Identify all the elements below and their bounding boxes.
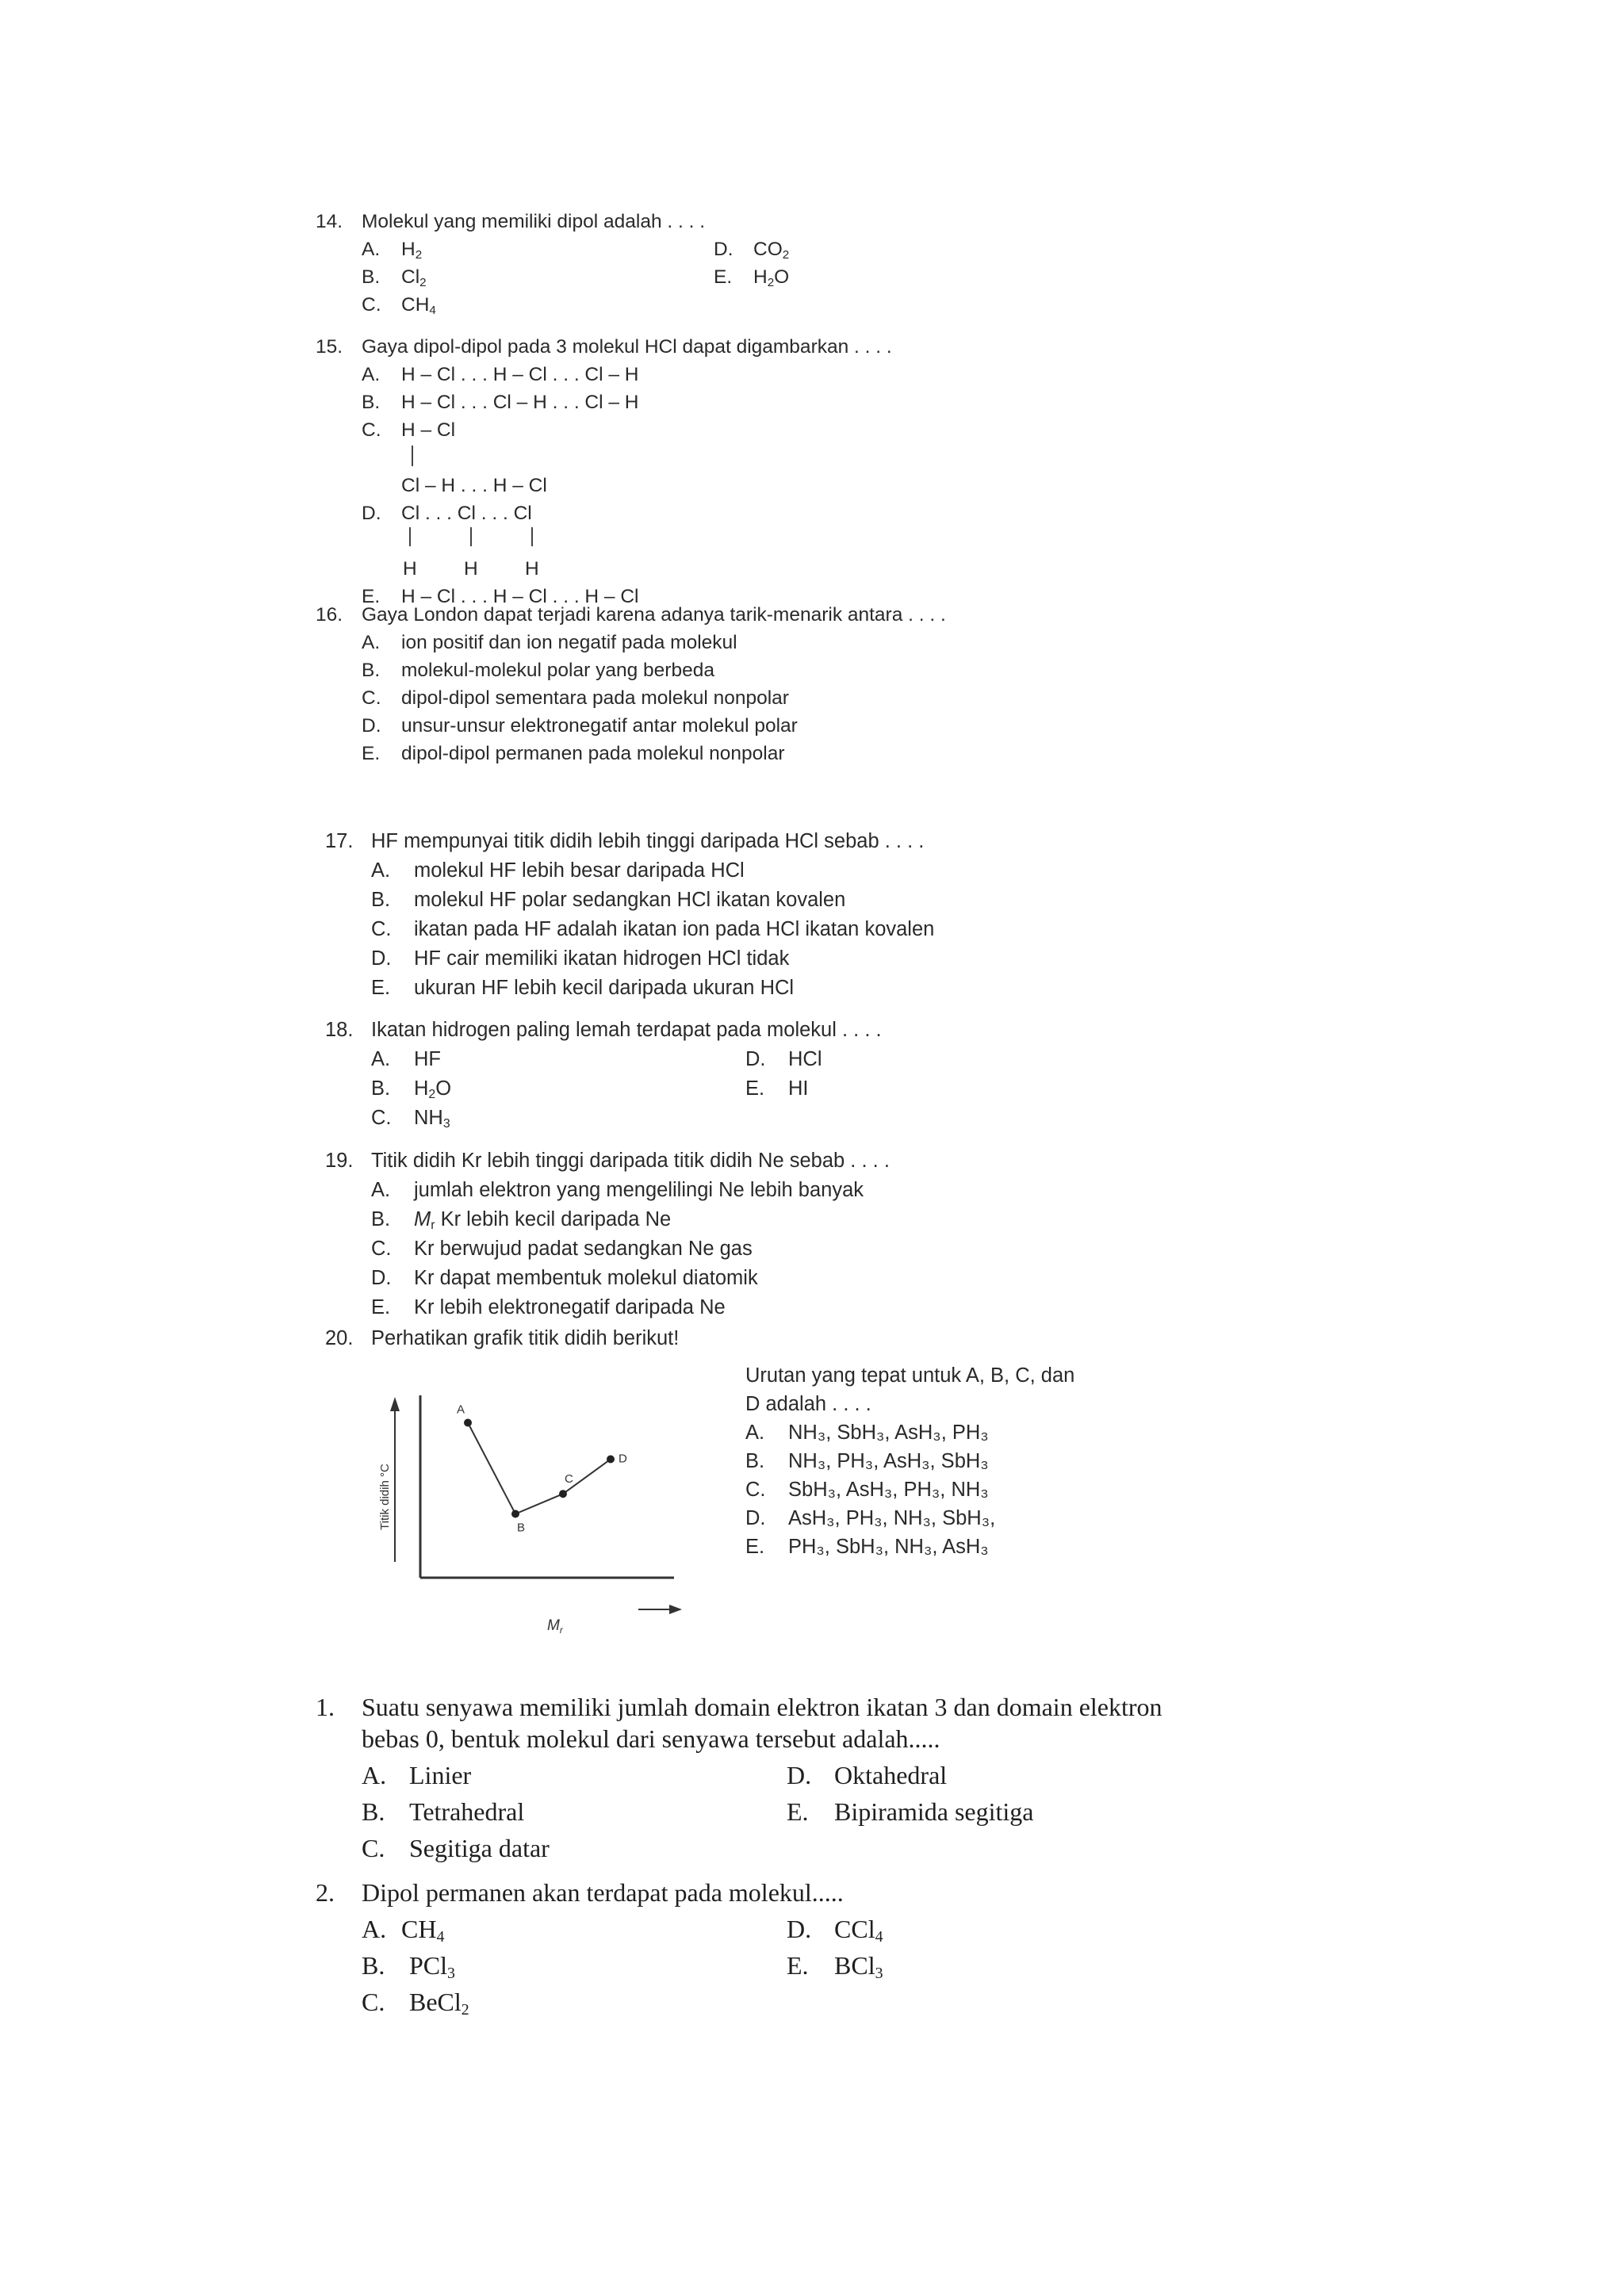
option-letter: E. (787, 1797, 809, 1826)
option-row (316, 472, 1537, 499)
question-18 (325, 1016, 1546, 1133)
option-letter: D. (714, 239, 733, 260)
option-row (316, 361, 1537, 388)
option-letter: A. (362, 364, 381, 385)
option-row (316, 1947, 1553, 1984)
option-row (316, 1757, 1553, 1793)
point-label-d: D (619, 1452, 627, 1466)
series-line (468, 1423, 611, 1514)
option-text: PCl$_3$ (409, 1951, 455, 1982)
question-p1 (316, 1689, 1553, 1866)
option-letter: B. (362, 266, 381, 288)
option-text: unsur-unsur elektronegatif antar molekul polar (401, 715, 798, 737)
question-19 (325, 1146, 1546, 1322)
option-text: HF cair memiliki ikatan hidrogen HCl tidak (414, 947, 790, 970)
option-text: CCl$_4$ (834, 1915, 883, 1946)
option-text: dipol-dipol permanen pada molekul nonpolar (401, 743, 785, 764)
point-label-c: C (565, 1472, 573, 1487)
option-text: H – Cl . . . H – Cl . . . H – Cl (401, 586, 639, 607)
option-row (316, 388, 1537, 416)
option-row (325, 944, 1546, 974)
option-letter: C. (362, 1988, 385, 2016)
option-row (325, 1234, 1546, 1264)
question-stem: HF mempunyai titik didih lebih tinggi daripada HCl sebab . . . . (371, 830, 925, 852)
option-text: Cl – H . . . H – Cl (401, 475, 547, 496)
option-row (316, 555, 1537, 583)
option-letter: A. (371, 1048, 391, 1070)
question-stem: Gaya London dapat terjadi karena adanya tarik-menarik antara . . . . (362, 604, 946, 626)
option-row (316, 740, 1537, 767)
question-number: 2. (316, 1878, 335, 1907)
option-row (745, 1418, 1316, 1447)
option-text: jumlah elektron yang mengelilingi Ne lebih banyak (414, 1179, 864, 1201)
data-point-c (559, 1490, 567, 1498)
option-letter: C. (745, 1479, 766, 1501)
option-row (325, 1176, 1546, 1205)
option-text: molekul-molekul polar yang berbeda (401, 660, 714, 681)
option-row (745, 1447, 1316, 1475)
option-row (316, 263, 1537, 291)
option-row (316, 235, 1537, 263)
option-letter: D. (787, 1761, 812, 1789)
option-text: Kr berwujud padat sedangkan Ne gas (414, 1238, 753, 1260)
option-letter: E. (371, 1296, 391, 1318)
option-text: molekul HF lebih besar daripada HCl (414, 859, 745, 882)
option-text: Segitiga datar (409, 1834, 550, 1862)
x-arrow-head (669, 1605, 682, 1614)
option-text: Bipiramida segitiga (834, 1797, 1034, 1826)
option-letter: A. (362, 239, 381, 260)
bond-line (531, 527, 533, 546)
question-stem: Molekul yang memiliki dipol adalah . . . . (362, 211, 706, 232)
option-letter: E. (371, 977, 391, 999)
option-letter: A. (371, 1179, 391, 1201)
option-row (325, 1205, 1546, 1234)
option-letter: B. (371, 1208, 391, 1230)
point-label-b: B (517, 1521, 526, 1535)
question-stem: Perhatikan grafik titik didih berikut! (371, 1327, 680, 1349)
option-text: NH₃, PH₃, AsH₃, SbH₃ (788, 1450, 989, 1472)
question-stem: Suatu senyawa memiliki jumlah domain elektron ikatan 3 dan domain elektron (362, 1693, 1162, 1721)
option-letter: B. (362, 1951, 385, 1980)
option-letter: B. (371, 1077, 391, 1100)
option-row (325, 1293, 1546, 1322)
bond-line (409, 527, 411, 546)
question-stem: Gaya dipol-dipol pada 3 molekul HCl dapat digambarkan . . . . (362, 336, 892, 358)
option-text: Linier (409, 1761, 472, 1789)
option-letter: C. (362, 294, 381, 316)
option-letter: A. (362, 632, 381, 653)
y-axis-label: Titik didih °C (378, 1464, 392, 1530)
option-letter: C. (371, 918, 392, 940)
bond-line (470, 527, 472, 546)
option-text: NH₃, SbH₃, AsH₃, PH₃ (788, 1422, 989, 1444)
option-letter: A. (745, 1422, 765, 1444)
question-stem: Ikatan hidrogen paling lemah terdapat pada molekul . . . . (371, 1019, 882, 1041)
option-letter: D. (745, 1507, 766, 1529)
question-stem: Dipol permanen akan terdapat pada molekul..... (362, 1878, 844, 1907)
option-letter: A. (362, 1761, 387, 1789)
option-letter: A. (362, 1915, 387, 1943)
option-row (325, 886, 1546, 915)
option-row (325, 1045, 1546, 1074)
option-letter: D. (787, 1915, 812, 1943)
option-text: $H_2$ (401, 239, 423, 262)
option-text: $CH_4$ (401, 294, 436, 317)
y-arrow-head (390, 1397, 400, 1411)
option-letter: C. (362, 1834, 385, 1862)
option-letter: B. (362, 660, 381, 681)
data-point-a (464, 1419, 472, 1427)
data-point-d (607, 1456, 615, 1464)
option-letter: D. (745, 1048, 766, 1070)
question-number: 19. (325, 1150, 354, 1172)
question-stem: Titik didih Kr lebih tinggi daripada titik didih Ne sebab . . . . (371, 1150, 890, 1172)
option-text: dipol-dipol sementara pada molekul nonpolar (401, 687, 789, 709)
option-text: Tetrahedral (409, 1797, 525, 1826)
question-16 (316, 601, 1537, 767)
option-text: Cl . . . Cl . . . Cl (401, 503, 532, 524)
atom-label: H (525, 558, 539, 580)
option-letter: E. (362, 743, 381, 764)
option-letter: D. (362, 715, 381, 737)
question-number: 14. (316, 211, 343, 232)
option-text: $CO_2$ (753, 239, 790, 262)
question-prompt: Urutan yang tepat untuk A, B, C, dan (745, 1364, 1075, 1387)
option-row (325, 974, 1546, 1003)
option-row (325, 1074, 1546, 1104)
option-letter: D. (362, 503, 381, 524)
option-row (316, 1984, 1553, 2020)
option-text: ukuran HF lebih kecil daripada ukuran HCl (414, 977, 795, 999)
option-text: HCl (788, 1048, 822, 1070)
option-letter: E. (714, 266, 733, 288)
option-text: $Cl_2$ (401, 266, 427, 289)
option-text: ion positif dan ion negatif pada molekul (401, 632, 737, 653)
option-text: SbH₃, AsH₃, PH₃, NH₃ (788, 1479, 989, 1501)
option-row (316, 291, 1537, 319)
option-text: PH₃, SbH₃, NH₃, AsH₃ (788, 1536, 989, 1558)
option-row (325, 1264, 1546, 1293)
option-letter: B. (745, 1450, 765, 1472)
option-row (316, 656, 1537, 684)
question-number: 18. (325, 1019, 354, 1041)
option-letter: C. (371, 1107, 392, 1129)
question-number: 1. (316, 1693, 335, 1721)
option-row (316, 1830, 1553, 1866)
option-letter: B. (362, 392, 381, 413)
option-row (745, 1504, 1316, 1533)
question-17 (325, 827, 1546, 1003)
option-text: Kr lebih elektronegatif daripada Ne (414, 1296, 726, 1318)
x-axis-label: $M_r$ (547, 1617, 563, 1636)
option-text: $CH_4$ (401, 1915, 445, 1946)
option-row (316, 629, 1537, 656)
question-number: 20. (325, 1327, 354, 1349)
option-letter: B. (371, 889, 391, 911)
option-row (316, 499, 1537, 527)
option-row (316, 416, 1537, 444)
option-text: $H_2O$ (414, 1077, 452, 1101)
option-letter: E. (745, 1536, 765, 1558)
question-prompt: D adalah . . . . (745, 1393, 871, 1415)
option-letter: E. (787, 1951, 809, 1980)
question-number: 16. (316, 604, 343, 626)
option-text: H – Cl . . . Cl – H . . . Cl – H (401, 392, 639, 413)
option-text: $M_r$ Kr lebih kecil daripada Ne (414, 1208, 672, 1232)
boiling-point-chart (365, 1380, 698, 1641)
atom-label: H (403, 558, 417, 580)
option-letter: C. (362, 687, 381, 709)
option-row (316, 712, 1537, 740)
option-text: Kr dapat membentuk molekul diatomik (414, 1267, 758, 1289)
question-stem: bebas 0, bentuk molekul dari senyawa tersebut adalah..... (362, 1724, 940, 1753)
option-letter: D. (371, 1267, 392, 1289)
option-row (325, 856, 1546, 886)
option-row (745, 1475, 1316, 1504)
option-letter: E. (745, 1077, 765, 1100)
option-text: AsH₃, PH₃, NH₃, SbH₃, (788, 1507, 996, 1529)
question-p2 (316, 1874, 1553, 2020)
structure-spacer (316, 444, 1537, 472)
option-text: BCl$_3$ (834, 1951, 883, 1982)
option-letter: C. (371, 1238, 392, 1260)
option-text: H – Cl . . . H – Cl . . . Cl – H (401, 364, 639, 385)
point-label-a: A (457, 1402, 465, 1417)
option-row (745, 1533, 1316, 1561)
option-text: $H_2O$ (753, 266, 790, 289)
data-point-b (511, 1510, 519, 1518)
option-letter: A. (371, 859, 391, 882)
option-text: ikatan pada HF adalah ikatan ion pada HCl ikatan kovalen (414, 918, 935, 940)
question-number: 17. (325, 830, 354, 852)
option-text: molekul HF polar sedangkan HCl ikatan kovalen (414, 889, 846, 911)
option-row (316, 1911, 1553, 1947)
question-20 (325, 1324, 1546, 1353)
option-text: H – Cl (401, 419, 456, 441)
option-row (325, 915, 1546, 944)
question-20-options (745, 1361, 1316, 1561)
option-text: BeCl$_2$ (409, 1988, 469, 2019)
option-row (325, 1104, 1546, 1133)
bond-line (412, 446, 413, 466)
option-text: Oktahedral (834, 1761, 948, 1789)
option-text: HF (414, 1048, 441, 1070)
question-15 (316, 333, 1537, 610)
option-letter: C. (362, 419, 381, 441)
option-row (316, 684, 1537, 712)
option-text: $NH_3$ (414, 1107, 450, 1131)
option-row (316, 1793, 1553, 1830)
option-letter: D. (371, 947, 392, 970)
option-letter: E. (362, 586, 381, 607)
question-number: 15. (316, 336, 343, 358)
structure-spacer (316, 527, 1537, 555)
option-letter: B. (362, 1797, 385, 1826)
question-14 (316, 208, 1537, 319)
atom-label: H (464, 558, 478, 580)
option-text: HI (788, 1077, 809, 1100)
